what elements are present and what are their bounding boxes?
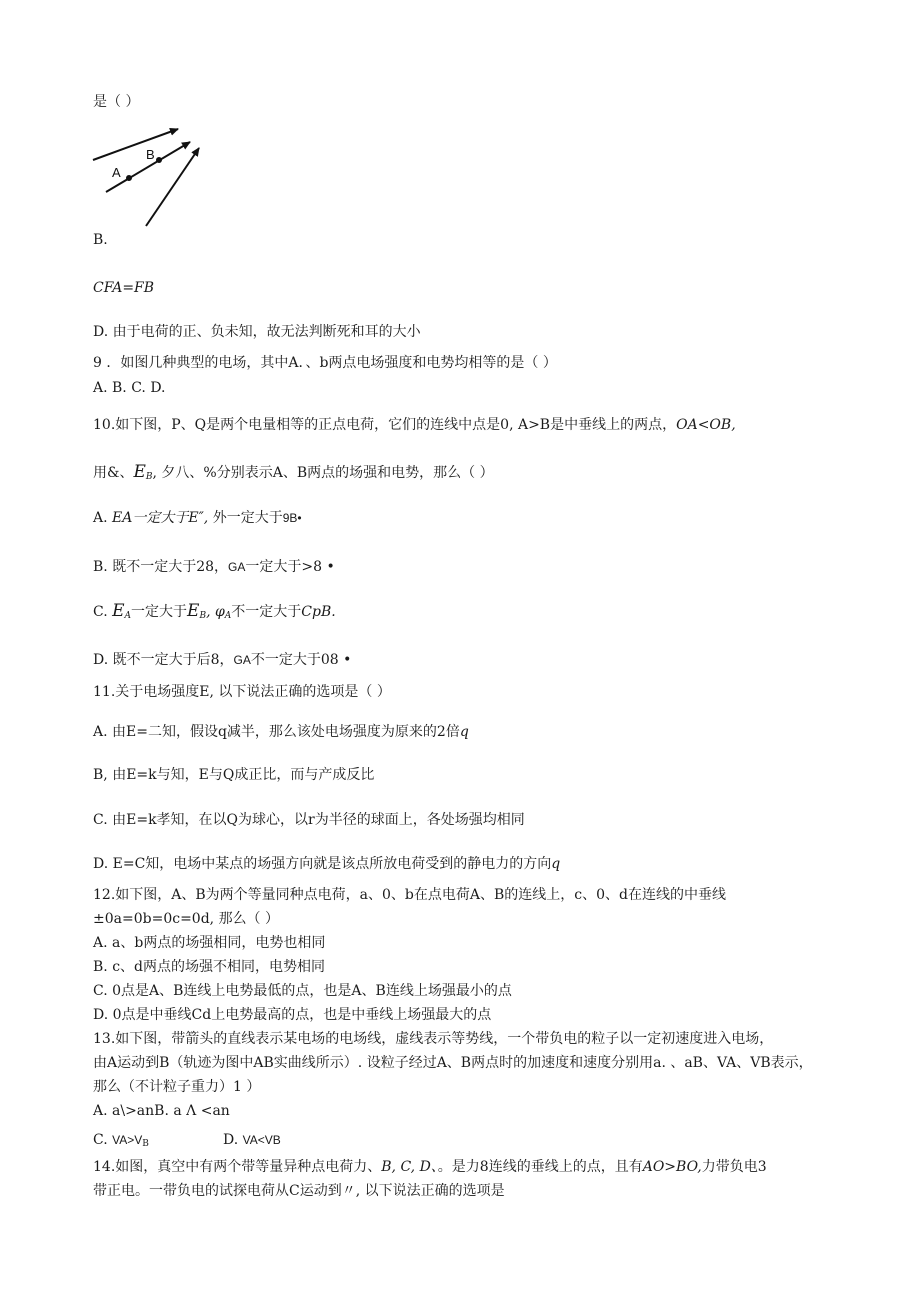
text-span: AO>BO, — [642, 1159, 702, 1175]
question-12-option-a — [93, 934, 325, 952]
question-14-line-1 — [93, 1158, 767, 1176]
text-span: 10.如下图，P、Q是两个电量相等的正点电荷，它们的连线中点是0, A>B是中垂线上的两点， — [93, 417, 677, 433]
text-span: A. — [93, 510, 113, 526]
text-span: 外一定大于 — [208, 510, 283, 526]
text-span: C. 0点是A、B连线上电势最低的点，也是A、B连线上场强最小的点 — [93, 983, 512, 999]
option-c — [93, 279, 154, 297]
point-a-dot — [126, 175, 132, 181]
field-lines-figure — [88, 122, 213, 230]
text-span: CFA=FB — [93, 280, 155, 296]
text-span: A. a\>anB. a Λ <an — [93, 1103, 230, 1119]
text-span: VA<VB — [242, 1133, 281, 1147]
question-13-line-3 — [93, 1078, 260, 1096]
option-b — [93, 231, 108, 249]
text-span: B — [142, 1139, 149, 1149]
text-span: 带正电。一带负电的试探电荷从C运动到〃, 以下说法正确的选项是 — [93, 1183, 505, 1199]
point-b-dot — [156, 157, 162, 163]
text-span: 9B• — [282, 511, 302, 525]
question-10-option-a — [93, 509, 302, 527]
text-span: 13.如下图，带箭头的直线表示某电场的电场线，虚线表示等势线，一个带负电的粒子以一定初速度进入电场， — [93, 1031, 774, 1047]
question-13-line-1 — [93, 1030, 773, 1048]
text-span: A — [124, 611, 132, 621]
text-span: GA — [228, 560, 246, 574]
question-12-line-1 — [93, 886, 726, 904]
text-span: D. 既不一定大于后8， — [93, 652, 234, 668]
text-span: C. 由E=k孝知，在以Q为球心，以r为半径的球面上，各处场强均相同 — [93, 812, 525, 828]
option-d — [93, 323, 421, 341]
text-span: 不一定大于 — [231, 604, 302, 620]
question-9-options — [93, 379, 166, 397]
text-span: 。是力8连线的垂线上的点，且有 — [437, 1159, 643, 1175]
question-10-option-b — [93, 558, 335, 576]
text-span: 是（ ） — [93, 94, 140, 110]
text-span: CpB. — [301, 604, 336, 620]
question-11 — [93, 683, 391, 701]
text-span: OA<OB, — [676, 417, 736, 433]
text-span: 一定大于>8 • — [245, 559, 335, 575]
text-span: 力带负电3 — [701, 1159, 767, 1175]
question-10-option-c — [93, 602, 336, 625]
text-span: E — [133, 462, 146, 482]
text-span: D. — [223, 1132, 243, 1148]
text-span: 那么（不计粒子重力）1 ） — [93, 1079, 261, 1095]
question-11-option-a — [93, 723, 469, 741]
text-span: E — [112, 601, 125, 621]
text-span: C. — [93, 604, 113, 620]
text-span: q — [459, 724, 469, 740]
text-span: 9 ．如图几种典型的电场，其中A．、b两点电场强度和电势均相等的是（ ） — [93, 355, 557, 371]
text-span: 14.如图，真空中有两个带等量异种点电荷力、 — [93, 1159, 382, 1175]
text-span: 12.如下图，A、B为两个等量同种点电荷，a、0、b在点电荷A、B的连线上，c、0、d在连线的中垂线 — [93, 887, 726, 903]
text-span: 11.关于电场强度E, 以下说法正确的选项是（ ） — [93, 684, 391, 700]
text-span: D. E=C知，电场中某点的场强方向就是该点所放电荷受到的静电力的方向 — [93, 856, 552, 872]
question-13-option-c — [93, 1131, 149, 1153]
question-tail-bracket — [93, 93, 139, 111]
text-span: B, C, D、 — [381, 1159, 438, 1175]
question-12-option-b — [93, 958, 325, 976]
question-10-line-2 — [93, 463, 494, 486]
text-span: A. a、b两点的场强相同，电势也相同 — [93, 935, 326, 951]
text-span: EA一定大于E″, — [112, 510, 209, 526]
question-11-option-d — [93, 855, 560, 873]
question-13-option-d — [223, 1131, 281, 1149]
text-span: q — [551, 856, 561, 872]
text-span: B, 由E=k与知，E与Q成正比，而与产成反比 — [93, 767, 375, 783]
question-13-line-2 — [93, 1054, 813, 1072]
question-11-option-c — [93, 811, 525, 829]
text-span: GA — [233, 653, 251, 667]
point-b-label: B — [146, 147, 155, 162]
text-span: 一定大于 — [131, 604, 188, 620]
text-span: D. 由于电荷的正、负未知，故无法判断死和耳的大小 — [93, 324, 421, 340]
text-span: E — [187, 601, 200, 621]
text-span: B — [199, 611, 207, 621]
text-span: 不一定大于08 • — [250, 652, 352, 668]
question-13-options-ab — [93, 1102, 230, 1120]
text-span: A. B. C. D. — [93, 380, 166, 396]
text-span: B — [145, 472, 153, 482]
question-12-option-c — [93, 982, 512, 1000]
text-span: D. 0点是中垂线Cd上电势最高的点，也是中垂线上场强最大的点 — [93, 1007, 492, 1023]
text-span: , 夕八、%分别表示A、B两点的场强和电势，那么（ ） — [152, 465, 494, 481]
question-10-option-d — [93, 651, 351, 669]
text-span: , φ — [206, 604, 225, 620]
question-12-line-2 — [93, 910, 279, 928]
question-14-line-2 — [93, 1182, 505, 1200]
text-span: B. — [93, 232, 108, 248]
text-span: ±0a=0b=0c=0d, 那么（ ） — [93, 911, 280, 927]
field-line-top — [93, 129, 178, 160]
text-span: 由A运动到B（轨迹为图中AB实曲线所示）. 设粒子经过A、B两点时的加速度和速度分别用a. 、aB、VA、VB表示， — [93, 1055, 813, 1071]
point-a-label: A — [112, 165, 121, 180]
text-span: 用&、 — [93, 465, 134, 481]
text-span: C. — [93, 1132, 113, 1148]
text-span: VA>V — [112, 1133, 143, 1147]
question-11-option-b — [93, 766, 374, 784]
text-span: B. c、d两点的场强不相同，电势相同 — [93, 959, 325, 975]
question-12-option-d — [93, 1006, 491, 1024]
text-span: B. 既不一定大于28， — [93, 559, 229, 575]
text-span: A — [224, 611, 232, 621]
text-span: A. 由E=二知，假设q减半，那么该处电场强度为原来的2倍 — [93, 724, 460, 740]
question-9 — [93, 354, 557, 372]
question-10-line-1 — [93, 416, 736, 434]
